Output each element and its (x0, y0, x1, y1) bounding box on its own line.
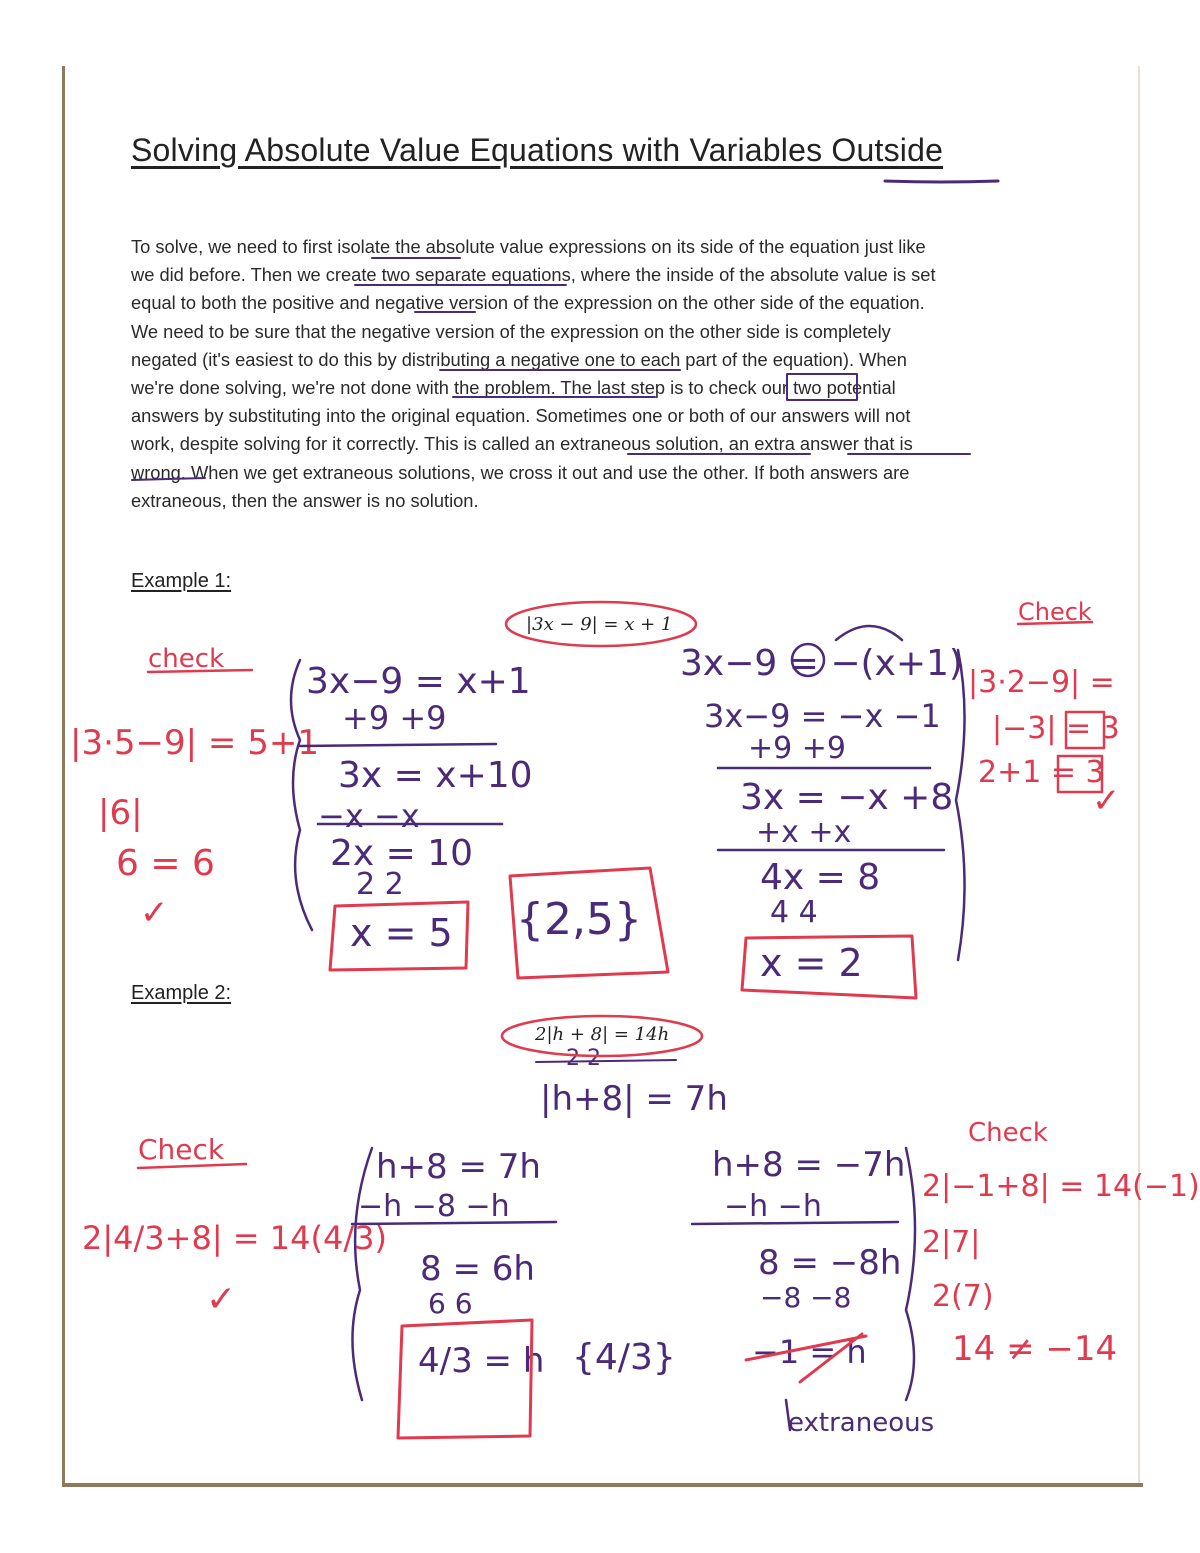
solution-h: 4/3 = h (418, 1341, 545, 1381)
example-2-check-label-left: Check (138, 1133, 225, 1166)
paragraph-line: wrong. When we get extraneous solutions, we cross it out and use the other. If both answers are (131, 461, 910, 483)
paragraph-line: we're done solving, we're not done with the problem. The last step is to check our two potential (131, 377, 896, 399)
solution-x5: x = 5 (350, 911, 453, 955)
check-line: 2|4/3+8| = 14(4/3) (82, 1219, 387, 1257)
checkmark: ✓ (206, 1279, 237, 1320)
paragraph-line: negated (it's easiest to do this by distributing a negative one to each part of the equation). When (131, 348, 907, 370)
example-1-equation: |3x − 9| = x + 1 (526, 614, 673, 635)
work-line: +x +x (756, 815, 852, 850)
work-line: 8 = 6h (420, 1249, 535, 1289)
work-line: h+8 = 7h (376, 1147, 541, 1187)
example-1-check-label-right: Check (1018, 598, 1092, 626)
work-line: 3x−9 = x+1 (306, 661, 531, 702)
solution-set: {4/3} (572, 1337, 676, 1378)
work-line: 2 2 (356, 867, 404, 902)
check-line: 2(7) (932, 1279, 994, 1314)
work-line: −h −h (724, 1189, 822, 1224)
example-2-equation: 2|h + 8| = 14h (535, 1024, 670, 1045)
reduced-equation: |h+8| = 7h (540, 1079, 728, 1119)
example-1-label: Example 1: (131, 570, 232, 592)
work-line: 3x−9 = −(x+1) (680, 643, 963, 684)
check-line: 2|7| (922, 1225, 981, 1260)
check-line: 2+1 = 3 (978, 755, 1105, 790)
check-line: 6 = 6 (116, 843, 215, 884)
check-line: 2|−1+8| = 14(−1) (922, 1169, 1200, 1204)
check-line: |3·2−9| = (968, 665, 1115, 700)
paragraph-line: equal to both the positive and negative version of the expression on the other side of the equation. (131, 292, 925, 314)
check-line: |6| (98, 793, 143, 833)
check-line: |−3| = 3 (992, 711, 1120, 746)
work-line: 4 4 (770, 895, 818, 930)
paragraph-line: To solve, we need to first isolate the absolute value expressions on its side of the equation just like (131, 236, 926, 257)
work-line: +9 +9 (342, 699, 447, 737)
work-line: 4x = 8 (760, 857, 881, 898)
divisor-line: 2 2 (566, 1046, 601, 1071)
work-line: −x −x (318, 797, 420, 835)
solution-x2: x = 2 (760, 941, 863, 985)
solution-set: {2,5} (516, 894, 642, 945)
example-2-label: Example 2: (131, 982, 232, 1004)
paper-edge (1138, 66, 1140, 1483)
check-line: 14 ≠ −14 (952, 1329, 1118, 1369)
work-line: 2x = 10 (330, 833, 474, 874)
paragraph-line: answers by substituting into the original equation. Sometimes one or both of our answers will not (131, 405, 911, 427)
example-1-check-label-left: check (148, 644, 225, 674)
work-line: 6 6 (428, 1287, 473, 1320)
work-line: 8 = −8h (758, 1243, 902, 1283)
paragraph-line: We need to be sure that the negative version of the expression on the other side is completely (131, 320, 891, 342)
work-line: −h −8 −h (358, 1189, 510, 1224)
work-line: −8 −8 (760, 1281, 852, 1314)
paragraph-line: we did before. Then we create two separate equations, where the inside of the absolute value is set (131, 264, 936, 286)
page-title: Solving Absolute Value Equations with Variables Outside (131, 132, 944, 168)
checkmark: ✓ (140, 893, 169, 933)
extraneous-note: extraneous (788, 1408, 935, 1438)
check-line: |3·5−9| = 5+1 (70, 723, 319, 763)
paragraph-line: work, despite solving for it correctly. This is called an extraneous solution, an extra answer that is (131, 433, 913, 455)
work-line: 3x−9 = −x −1 (704, 697, 941, 735)
work-line: 3x = x+10 (338, 755, 533, 796)
work-line: h+8 = −7h (712, 1145, 906, 1185)
example-2-check-label-right: Check (968, 1118, 1048, 1148)
checkmark: ✓ (1092, 781, 1121, 821)
crossed-solution: −1 = h (752, 1333, 867, 1371)
paragraph-line: extraneous, then the answer is no solution. (131, 489, 479, 511)
work-line: 3x = −x +8 (740, 777, 954, 818)
instructions-paragraph (131, 233, 1071, 515)
work-line: +9 +9 (748, 731, 846, 766)
